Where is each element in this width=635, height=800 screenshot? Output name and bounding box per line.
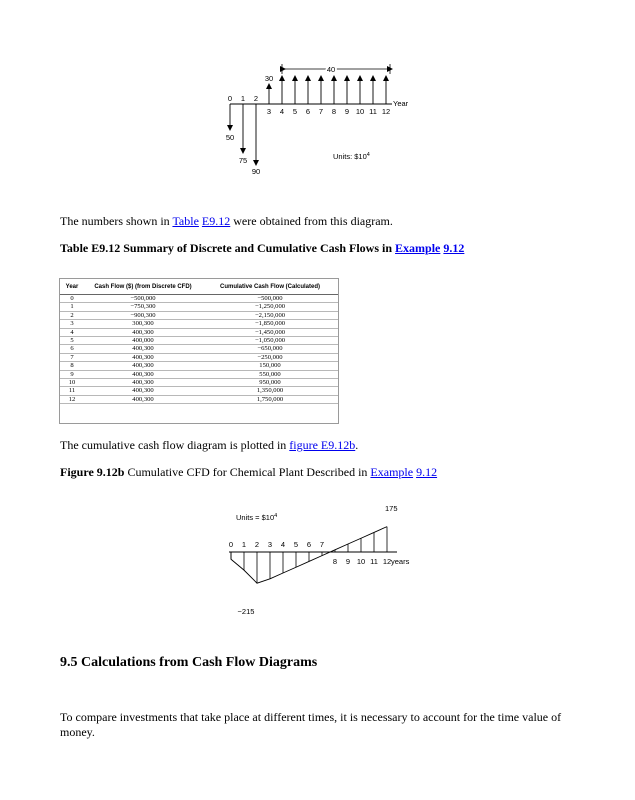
max-value-label: 175 [385,504,398,513]
cell-cash-flow: 400,300 [132,395,154,403]
year-2: 2 [253,94,259,103]
year-5: 5 [293,540,299,549]
figure-example-number-link[interactable]: 9.12 [416,465,438,479]
cell-cash-flow: −750,300 [130,303,156,311]
table-row [60,362,338,370]
example-link[interactable]: Example [395,241,441,255]
year-1: 1 [241,540,247,549]
cell-cumulative: 1,750,000 [256,395,284,403]
cell-year: 7 [70,353,74,361]
cell-year: 3 [70,320,74,328]
year-3: 3 [266,107,272,116]
cell-year: 1 [70,303,74,311]
units-label-cumulative: Units = $\$10^4$ [236,513,278,522]
cell-cumulative: 1,350,000 [256,387,284,395]
table-row [60,354,338,362]
cell-cumulative: −1,850,000 [254,320,286,328]
year-2: 2 [254,540,260,549]
cell-cash-flow: −500,000 [130,295,156,302]
year-0: 0 [227,94,233,103]
cash-flow-value-year-0: 50 [225,133,235,142]
table-row [60,379,338,387]
cell-cumulative: −1,250,000 [254,303,286,311]
cell-cash-flow: 400,300 [132,345,154,353]
table-row [60,303,338,311]
example-number-link[interactable]: 9.12 [443,241,465,255]
year-9: 9 [345,557,351,566]
cell-cash-flow: 400,300 [132,378,154,386]
cell-cash-flow: 400,000 [132,336,154,344]
table-link[interactable]: Table [172,214,199,228]
year-8: 8 [332,557,338,566]
year-12: 12 [381,107,391,116]
cell-year: 8 [70,362,74,370]
min-value-label: −215 [237,607,255,616]
table-row [60,345,338,353]
table-row [60,396,338,404]
table-row [60,387,338,395]
year-12: 12 [382,557,392,566]
year-1: 1 [240,94,246,103]
cell-cumulative: −500,000 [257,295,283,302]
cumulative-cash-flow-diagram [0,490,635,630]
cell-year: 12 [68,395,76,403]
table-caption-text: Table E9.12 Summary of Discrete and Cumulative Cash Flows in [60,241,396,255]
year-4: 4 [280,540,286,549]
figure-example-link[interactable]: Example [370,465,414,479]
cash-flow-value-year-3: 30 [264,74,274,83]
units-label: Units: $\$10^4$ [333,152,370,161]
figure-link[interactable]: figure E9.12b [289,438,356,452]
cell-cash-flow: 400,300 [132,370,154,378]
paragraph-time-value: To compare investments that take place at different times, it is necessary to account for the time value of money. [60,710,562,739]
header-year: Year [65,283,79,290]
year-7: 7 [319,540,325,549]
figure-caption-text: Cumulative CFD for Chemical Plant Described in [124,465,371,479]
figure-caption [60,465,600,480]
year-5: 5 [292,107,298,116]
cell-year: 10 [68,378,76,386]
cell-cumulative: −2,150,000 [254,311,286,319]
cell-year: 2 [70,311,74,319]
cell-cash-flow: 300,300 [132,320,154,328]
cell-cash-flow: 400,300 [132,362,154,370]
year-8: 8 [331,107,337,116]
year-10: 10 [355,107,365,116]
cell-year: 5 [70,336,74,344]
cell-year: 9 [70,370,74,378]
year-11: 11 [369,107,377,116]
year-6: 6 [306,540,312,549]
year-0: 0 [228,540,234,549]
cell-year: 6 [70,345,74,353]
cell-cumulative: −250,000 [257,353,283,361]
paragraph-text-end: were obtained from this diagram. [230,214,393,228]
cell-cash-flow: 400,300 [132,353,154,361]
year-10: 10 [356,557,366,566]
year-11: 11 [370,557,378,566]
cell-cumulative: 950,000 [259,378,281,386]
cell-year: 11 [68,387,76,395]
year-6: 6 [305,107,311,116]
figure-caption-label: Figure 9.12b [60,465,125,479]
table-row [60,337,338,345]
cell-cumulative: 150,000 [259,362,281,370]
table-body [60,295,338,404]
table-row [60,320,338,328]
cell-cumulative: 550,000 [259,370,281,378]
paragraph-table-reference [60,214,580,229]
paragraph-text: The cumulative cash flow diagram is plotted in [60,438,290,452]
year-9: 9 [344,107,350,116]
cash-flow-value-year-1: 75 [238,156,248,165]
cell-cash-flow: 400,300 [132,387,154,395]
table-row [60,371,338,379]
header-cash-flow: Cash Flow ($) (from Discrete CFD) [94,283,192,290]
paragraph-text-end: . [355,438,359,452]
year-7: 7 [318,107,324,116]
table-row [60,312,338,320]
year-label: Year [393,99,409,108]
cell-cash-flow: −900,300 [130,311,156,319]
discrete-cash-flow-diagram [0,0,635,210]
cell-cash-flow: 400,300 [132,328,154,336]
cell-year: 0 [70,295,74,302]
span-40-label: 40 [326,65,336,74]
cash-flow-value-year-2: 90 [251,167,261,176]
table-row [60,329,338,337]
year-4: 4 [279,107,285,116]
cash-flow-table [59,278,339,424]
table-number-link[interactable]: E9.12 [201,214,231,228]
cell-year: 4 [70,328,74,336]
table-row [60,295,338,303]
header-cumulative: Cumulative Cash Flow (Calculated) [219,283,321,290]
table-caption [60,241,600,256]
paragraph-text: The numbers shown in [60,214,173,228]
paragraph-figure-reference [60,438,580,453]
table-header-row [60,279,338,295]
year-3: 3 [267,540,273,549]
cell-cumulative: −650,000 [257,345,283,353]
cell-cumulative: −1,450,000 [254,328,286,336]
section-heading: 9.5 Calculations from Cash Flow Diagrams [60,655,318,670]
cell-cumulative: −1,050,000 [254,336,286,344]
years-label: years [391,557,410,566]
